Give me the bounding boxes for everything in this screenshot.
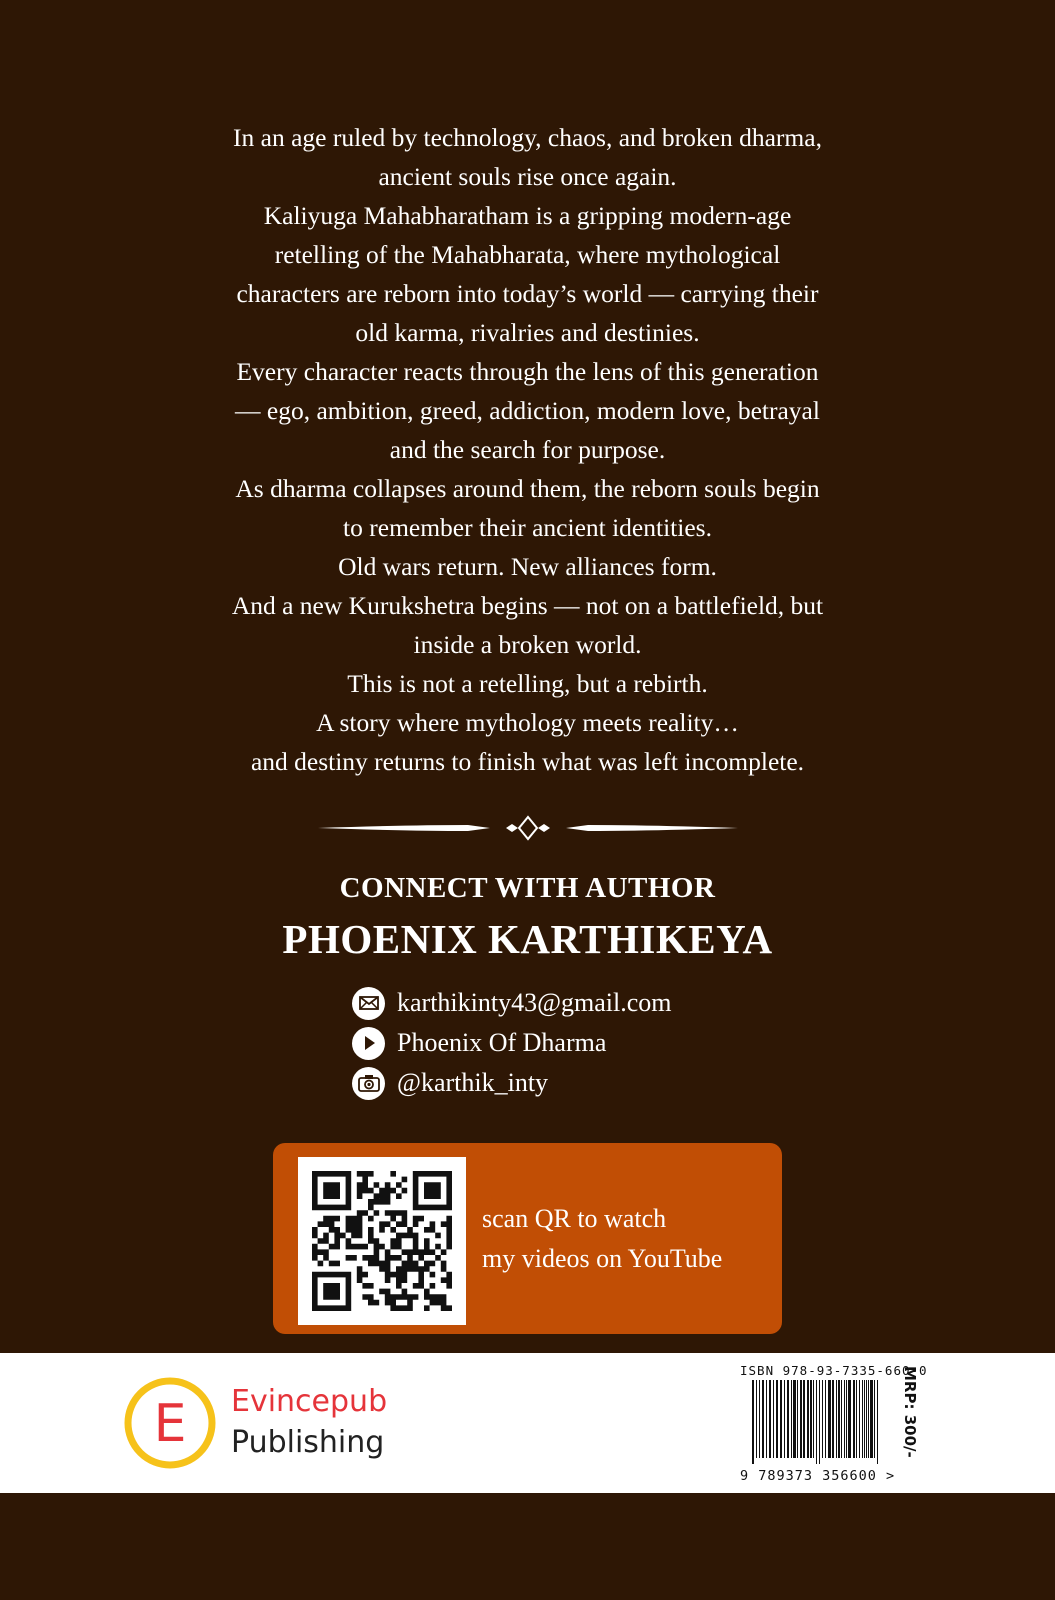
qr-code-graphic [298, 1157, 466, 1325]
qr-code[interactable] [298, 1157, 466, 1325]
qr-modules [312, 1171, 452, 1311]
barcode-bar [816, 1380, 817, 1464]
barcode-bar [862, 1380, 863, 1458]
play-icon [352, 1027, 385, 1060]
logo-letter: E [153, 1394, 187, 1454]
barcode-bar [844, 1380, 845, 1458]
blurb-line: old karma, rivalries and destinies. [355, 318, 700, 347]
blurb-line: As dharma collapses around them, the reborn souls begin [235, 474, 820, 503]
blurb-line: — ego, ambition, greed, addiction, modern love, betrayal [235, 396, 820, 425]
blurb-line: inside a broken world. [413, 630, 642, 659]
author-name: PHOENIX KARTHIKEYA [282, 916, 773, 962]
barcode-bar [813, 1380, 814, 1458]
barcode-bar [791, 1380, 792, 1458]
barcode-bar [787, 1380, 789, 1458]
qr-caption [482, 1199, 722, 1279]
barcode-number: 9 789373 356600 > [740, 1468, 896, 1484]
barcode-bar [793, 1380, 796, 1458]
ornamental-divider [318, 814, 738, 842]
blurb [150, 118, 905, 781]
barcode-bar [832, 1380, 834, 1458]
blurb-line: Old wars return. New alliances form. [338, 552, 717, 581]
barcode-bar [828, 1380, 831, 1458]
blurb-line: to remember their ancient identities. [343, 513, 712, 542]
barcode-bar [797, 1380, 798, 1458]
barcode-bar [874, 1380, 875, 1458]
barcode-bar [752, 1380, 754, 1464]
publisher-name-line2: Publishing [231, 1425, 385, 1460]
barcode-bar [810, 1380, 812, 1458]
contact-youtube[interactable] [352, 1023, 672, 1063]
isbn-text: ISBN 978-93-7335-660-0 [740, 1363, 928, 1378]
contact-instagram[interactable] [352, 1063, 672, 1103]
barcode-bar [822, 1380, 823, 1458]
blurb-line: Kaliyuga Mahabharatham is a gripping modern-age [263, 201, 792, 230]
barcode-bar [856, 1380, 857, 1458]
blurb-line: In an age ruled by technology, chaos, and broken dharma, [233, 123, 822, 152]
publisher-logo [124, 1377, 216, 1469]
barcode-bar [838, 1380, 840, 1458]
barcode-bar [868, 1380, 869, 1458]
qr-caption-line1: scan QR to watch [482, 1204, 667, 1233]
publisher-name-line1: Evincepub [231, 1384, 388, 1419]
blurb-line: and destiny returns to finish what was left incomplete. [250, 747, 805, 776]
contact-instagram-text: @karthik_inty [397, 1068, 549, 1097]
barcode-bar [841, 1380, 842, 1458]
contact-youtube-text: Phoenix Of Dharma [397, 1028, 607, 1057]
barcode-bar [825, 1380, 826, 1458]
barcode-bar [756, 1380, 757, 1458]
blurb-line: Every character reacts through the lens of this generation [236, 357, 819, 386]
barcode-bar [773, 1380, 774, 1458]
barcode-bar [759, 1380, 760, 1458]
contact-email[interactable] [352, 983, 672, 1023]
qr-panel [273, 1143, 782, 1334]
blurb-line: and the search for purpose. [389, 435, 666, 464]
barcode-bar [866, 1380, 867, 1458]
barcode-bar [807, 1380, 809, 1458]
barcode-bar [769, 1380, 771, 1458]
barcode-bar [848, 1380, 851, 1458]
barcode-bar [846, 1380, 847, 1458]
blurb-line: A story where mythology meets reality… [316, 708, 739, 737]
barcode-bar [762, 1380, 764, 1458]
contact-list [352, 983, 672, 1103]
blurb-line: characters are reborn into today’s world — carrying their [236, 279, 819, 308]
blurb-line: This is not a retelling, but a rebirth. [347, 669, 708, 698]
blurb-line: ancient souls rise once again. [378, 162, 677, 191]
contact-email-text: karthikinty43@gmail.com [397, 988, 672, 1017]
mail-icon [352, 987, 385, 1020]
barcode [752, 1380, 884, 1464]
barcode-bar [859, 1380, 860, 1458]
camera-icon [352, 1067, 385, 1100]
barcode-bar [853, 1380, 855, 1458]
blurb-line: And a new Kurukshetra begins — not on a battlefield, but [231, 591, 824, 620]
barcode-bar [784, 1380, 785, 1458]
footer-band [0, 1353, 1055, 1493]
mrp-price: MRP: 300/- [901, 1366, 919, 1458]
barcode-bar [864, 1380, 865, 1458]
barcode-bar [780, 1380, 782, 1458]
barcode-bar [877, 1380, 878, 1464]
barcode-bar [766, 1380, 767, 1458]
barcode-bar [870, 1380, 873, 1458]
barcode-bar [819, 1380, 820, 1464]
barcode-bar [836, 1380, 837, 1458]
qr-caption-line2: my videos on YouTube [482, 1244, 723, 1273]
blurb-line: retelling of the Mahabharata, where mythological [274, 240, 781, 269]
barcode-bar [803, 1380, 805, 1458]
barcode-bar [800, 1380, 802, 1458]
barcode-bar [776, 1380, 778, 1458]
connect-heading: CONNECT WITH AUTHOR [339, 872, 716, 904]
